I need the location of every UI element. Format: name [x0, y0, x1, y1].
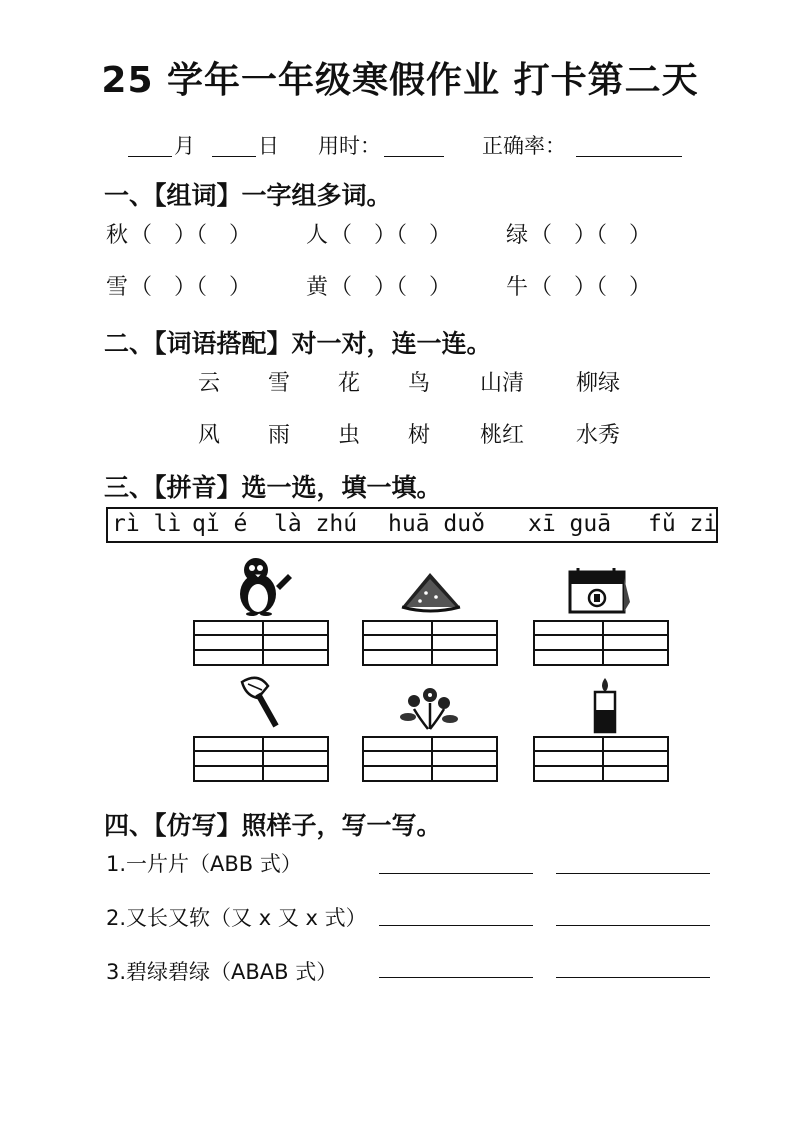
word-item-char: 雪: [106, 275, 129, 300]
time-blank[interactable]: [384, 130, 444, 157]
imitation-prompt: 2.又长又软（又 x 又 x 式）: [106, 906, 367, 930]
word-item-char: 秋: [106, 223, 129, 248]
pinyin-option[interactable]: huā duǒ: [388, 511, 485, 537]
answer-line[interactable]: [379, 873, 533, 874]
pinyin-word-bank: [106, 507, 718, 543]
word-item-char: 黄: [306, 275, 329, 300]
pinyin-answer-grid[interactable]: [362, 620, 498, 666]
penguin-picture: [228, 556, 298, 616]
pinyin-answer-grid[interactable]: [193, 620, 329, 666]
pinyin-answer-grid[interactable]: [193, 736, 329, 782]
flower-picture: [394, 678, 464, 738]
answer-line[interactable]: [556, 873, 710, 874]
section3-heading: 三、【拼音】选一选，填一填。: [104, 473, 442, 502]
match-word[interactable]: 虫: [338, 423, 361, 448]
meta-line: [0, 130, 800, 166]
time-label: 用时：: [318, 134, 381, 158]
answer-line[interactable]: [379, 977, 533, 978]
match-word[interactable]: 花: [338, 371, 361, 396]
match-word[interactable]: 雨: [268, 423, 291, 448]
pinyin-option[interactable]: fǔ zi: [648, 511, 718, 537]
section1-heading: 一、【组词】一字组多词。: [104, 181, 392, 210]
answer-line[interactable]: [556, 977, 710, 978]
answer-line[interactable]: [379, 925, 533, 926]
imitation-prompt: 1.一片片（ABB 式）: [106, 852, 302, 876]
match-word[interactable]: 山清: [480, 371, 525, 396]
month-blank[interactable]: [128, 130, 172, 157]
month-label: 月: [174, 134, 195, 158]
answer-line[interactable]: [556, 925, 710, 926]
word-item-char: 绿: [506, 223, 529, 248]
pinyin-option[interactable]: rì lì: [112, 511, 182, 537]
match-word[interactable]: 柳绿: [576, 371, 621, 396]
accuracy-label: 正确率：: [482, 134, 566, 158]
axe-picture: [228, 672, 298, 732]
word-item-slots[interactable]: （ ）（ ）: [130, 223, 252, 248]
section1-row: [0, 270, 800, 300]
section1-row: [0, 218, 800, 248]
match-row-top: [0, 366, 800, 396]
match-word[interactable]: 云: [198, 371, 221, 396]
match-word[interactable]: 风: [198, 423, 221, 448]
watermelon-slice-picture: [396, 562, 466, 622]
match-word[interactable]: 水秀: [576, 423, 621, 448]
pinyin-option[interactable]: qǐ é: [192, 511, 248, 537]
word-item-char: 人: [306, 223, 329, 248]
pinyin-option[interactable]: xī guā: [528, 511, 612, 537]
word-item-slots[interactable]: （ ）（ ）: [530, 275, 652, 300]
pinyin-answer-grid[interactable]: [533, 736, 669, 782]
word-item-slots[interactable]: （ ）（ ）: [330, 223, 452, 248]
calendar-picture: [564, 560, 634, 620]
match-word[interactable]: 桃红: [480, 423, 525, 448]
match-word[interactable]: 鸟: [408, 371, 431, 396]
candle-picture: [570, 676, 640, 736]
page-title: 25 学年一年级寒假作业 打卡第二天: [101, 60, 699, 101]
match-word[interactable]: 树: [408, 423, 431, 448]
pinyin-option[interactable]: là zhú: [274, 511, 358, 537]
section2-heading: 二、【词语搭配】对一对，连一连。: [104, 329, 492, 358]
word-item-slots[interactable]: （ ）（ ）: [130, 275, 252, 300]
day-blank[interactable]: [212, 130, 256, 157]
match-word[interactable]: 雪: [268, 371, 291, 396]
pinyin-answer-grid[interactable]: [533, 620, 669, 666]
section4-heading: 四、【仿写】照样子，写一写。: [104, 811, 442, 840]
pinyin-answer-grid[interactable]: [362, 736, 498, 782]
imitation-prompt: 3.碧绿碧绿（ABAB 式）: [106, 960, 338, 984]
accuracy-blank[interactable]: [576, 130, 682, 157]
word-item-slots[interactable]: （ ）（ ）: [530, 223, 652, 248]
word-item-char: 牛: [506, 275, 529, 300]
day-label: 日: [258, 134, 279, 158]
match-row-bottom: [0, 418, 800, 448]
word-item-slots[interactable]: （ ）（ ）: [330, 275, 452, 300]
